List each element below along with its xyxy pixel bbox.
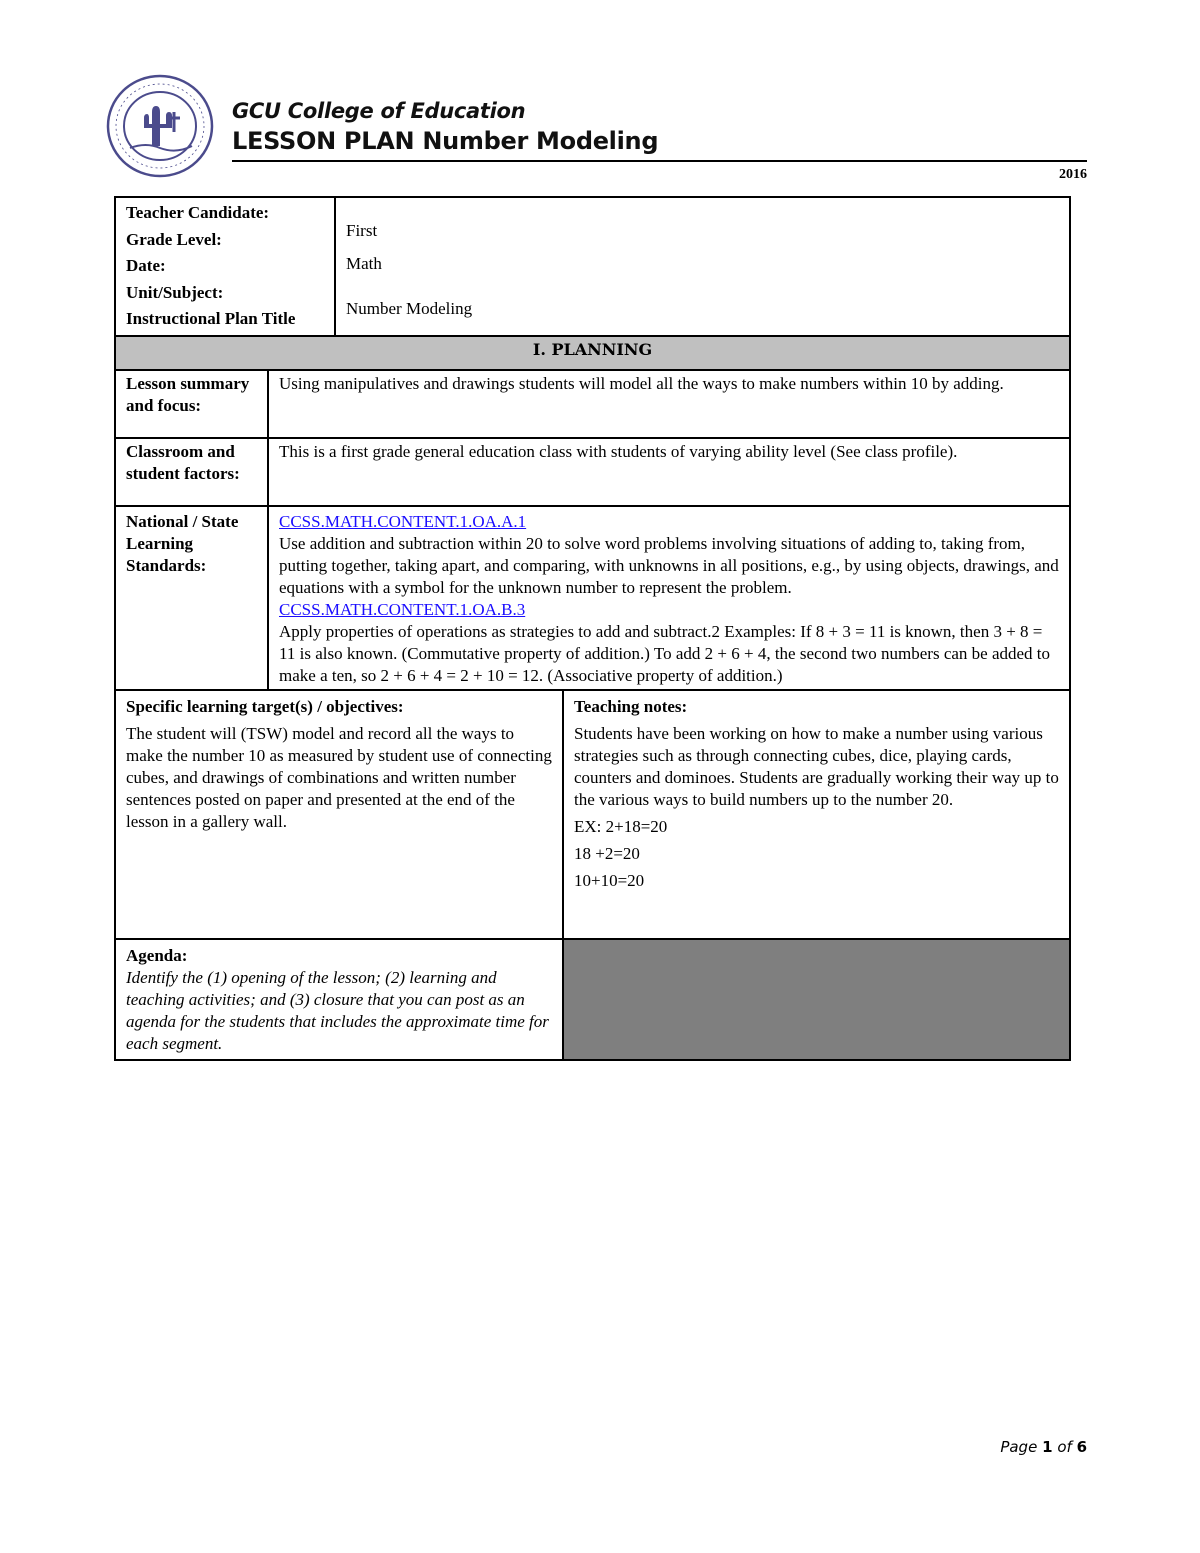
- grade-level-value: First: [346, 221, 378, 240]
- objectives-row: [115, 690, 1070, 939]
- summary-row: [115, 370, 1070, 438]
- standard-link-1[interactable]: CCSS.MATH.CONTENT.1.OA.A.1: [279, 511, 527, 531]
- page-total: 6: [1076, 1438, 1087, 1456]
- unit-subject-label: Unit/Subject:: [126, 282, 224, 302]
- teaching-example-2: 18 +2=20: [574, 843, 640, 863]
- objectives-cell: [115, 690, 563, 939]
- lesson-plan-title: LESSON PLAN Number Modeling: [232, 127, 659, 155]
- agenda-cell: [115, 939, 563, 1060]
- of-word: of: [1057, 1438, 1072, 1456]
- plan-title-label: Instructional Plan Title: [126, 309, 296, 328]
- summary-text: Using manipulatives and drawings students will model all the ways to make numbers within 10 by adding.: [268, 370, 1070, 438]
- objectives-text: The student will (TSW) model and record all the ways to make the number 10 as measured by student use of connecting cubes, and drawings of combinations and written number sentences posted on paper and presented at the end of the lesson in a gallery wall.: [126, 723, 552, 831]
- standards-row: [115, 506, 1070, 690]
- university-seal-icon: [106, 72, 214, 180]
- page-current: 1: [1042, 1438, 1053, 1456]
- teaching-notes-cell: [563, 690, 1070, 939]
- info-values: [335, 197, 1070, 336]
- standard-text-1: Use addition and subtraction within 20 to solve word problems involving situations of adding to, taking from, putting together, taking apart, and comparing, with unknowns in all positions, e.g., by using objects, drawings, and equations with a symbol for the unknown number to represent the problem.: [279, 533, 1059, 597]
- agenda-text: Identify the (1) opening of the lesson; (2) learning and teaching activities; and (3) closure that you can post as an agenda for the students that includes the approximate time for each segment.: [126, 967, 549, 1053]
- factors-text: This is a first grade general education class with students of varying ability level (See class profile).: [268, 438, 1070, 506]
- teaching-notes-text: Students have been working on how to make a number using various strategies such as through connecting cubes, dice, playing cards, counters and dominoes. Students are gradually working their way up to the various ways to build numbers up to the number 20.: [574, 723, 1059, 809]
- date-label: Date:: [126, 256, 166, 275]
- teaching-example-3: 10+10=20: [574, 870, 645, 890]
- lesson-plan-table: [114, 196, 1071, 1061]
- standards-label: National / State Learning Standards:: [115, 506, 268, 690]
- college-name: GCU College of Education: [232, 99, 526, 123]
- agenda-label: Agenda:: [126, 945, 188, 965]
- unit-subject-value: Math: [346, 254, 382, 273]
- objectives-label: Specific learning target(s) / objectives:: [126, 696, 404, 716]
- grade-level-label: Grade Level:: [126, 229, 222, 249]
- title-rule: [232, 160, 1087, 162]
- info-labels: [115, 197, 335, 336]
- agenda-row: [115, 939, 1070, 1060]
- teaching-example-1: EX: 2+18=20: [574, 816, 668, 836]
- standard-text-2: Apply properties of operations as strategies to add and subtract.2 Examples: If 8 + 3 = 11 is known, then 3 + 8 = 11 is also known. (Commutative property of addition.) To add 2 + 6 + 4, the second two numbers can be added to make a ten, so 2 + 6 + 4 = 2 + 10 = 12. (Associative property of addition.): [279, 621, 1051, 685]
- info-row: [115, 197, 1070, 336]
- planning-section-header: I. PLANNING: [115, 336, 1070, 370]
- summary-label: Lesson summary and focus:: [115, 370, 268, 438]
- standards-content: [268, 506, 1070, 690]
- plan-title-value: Number Modeling: [346, 299, 473, 318]
- page-word: Page: [1000, 1438, 1038, 1456]
- page-number: [1000, 1438, 1087, 1456]
- factors-label: Classroom and student factors:: [115, 438, 268, 506]
- factors-row: [115, 438, 1070, 506]
- agenda-shaded-cell: [563, 939, 1070, 1060]
- standard-link-2[interactable]: CCSS.MATH.CONTENT.1.OA.B.3: [279, 599, 526, 619]
- teacher-candidate-label: Teacher Candidate:: [126, 203, 270, 222]
- teaching-notes-label: Teaching notes:: [574, 696, 688, 716]
- year-label: 2016: [1059, 167, 1087, 182]
